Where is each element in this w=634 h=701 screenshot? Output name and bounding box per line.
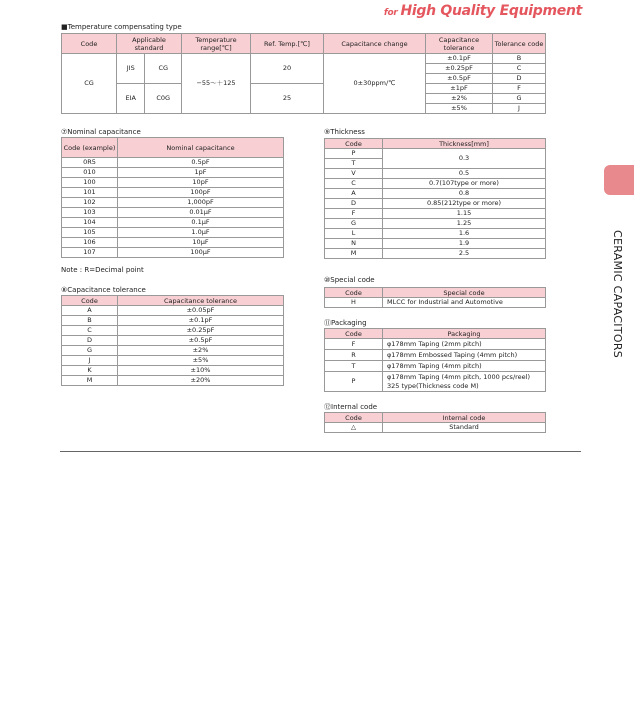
internal-code-table <box>324 412 546 433</box>
cell-value: ±0.25pF <box>118 326 284 336</box>
cell-code: D <box>62 336 118 346</box>
cell-code: 105 <box>62 228 118 238</box>
cell-tol-code: F <box>493 84 546 94</box>
cell-ref2: 25 <box>251 84 324 114</box>
col-special-code: Special code <box>383 288 546 298</box>
col-code: Code <box>325 329 383 339</box>
cell-code: 107 <box>62 248 118 258</box>
cell-tol-code: C <box>493 64 546 74</box>
packaging-p-line1: φ178mm Taping (4mm pitch, 1000 pcs/reel) <box>387 372 531 381</box>
cell-code: T <box>325 361 383 372</box>
cell-value: 0.5pF <box>118 158 284 168</box>
col-code: Code <box>62 34 117 54</box>
col-thickness: Thickness[mm] <box>383 139 546 149</box>
cell-value: 1.15 <box>383 209 546 219</box>
cell-tol-code: G <box>493 94 546 104</box>
cell-code: H <box>325 298 383 308</box>
col-tol-code: Tolerance code <box>493 34 546 54</box>
side-label-text: CERAMIC CAPACITORS <box>611 230 624 359</box>
cell-tol: ±5% <box>426 104 493 114</box>
packaging-p-line2: 325 type(Thickness code M) <box>387 381 479 390</box>
cell-value: 1.0μF <box>118 228 284 238</box>
cell-code: J <box>62 356 118 366</box>
temp-section-title: ■Temperature compensating type <box>61 23 182 31</box>
cell-value: ±0.1pF <box>118 316 284 326</box>
col-packaging: Packaging <box>383 329 546 339</box>
cell-tol: ±0.1pF <box>426 54 493 64</box>
cell-value: 1,000pF <box>118 198 284 208</box>
col-code: Code <box>62 296 118 306</box>
thickness-section-title: ⑨Thickness <box>324 128 365 136</box>
cell-code: F <box>325 209 383 219</box>
cell-code: K <box>62 366 118 376</box>
cell-value: 10μF <box>118 238 284 248</box>
col-ref-temp: Ref. Temp.[℃] <box>251 34 324 54</box>
cell-value: 1.9 <box>383 239 546 249</box>
cell-std2: EIA <box>117 84 145 114</box>
cell-value: 0.8 <box>383 189 546 199</box>
cell-code: P <box>325 372 383 392</box>
cell-value: 100pF <box>118 188 284 198</box>
cell-code: 010 <box>62 168 118 178</box>
capacitance-tolerance-table <box>61 295 284 386</box>
packaging-section-title: ⑪Packaging <box>324 319 367 327</box>
cell-code: 101 <box>62 188 118 198</box>
col-standard: Applicable standard <box>117 34 182 54</box>
cell-value: ±0.5pF <box>118 336 284 346</box>
cell-value: 100μF <box>118 248 284 258</box>
nominal-section-title: ⑦Nominal capacitance <box>61 128 141 136</box>
cell-std1-code: CG <box>145 54 182 84</box>
cell-code: 106 <box>62 238 118 248</box>
cell-code: T <box>325 159 383 169</box>
cell-value: 0.3 <box>383 149 546 169</box>
col-internal-code: Internal code <box>383 413 546 423</box>
side-category-label <box>609 230 633 359</box>
cell-tol-code: B <box>493 54 546 64</box>
cell-cap-change: 0±30ppm/℃ <box>324 54 426 114</box>
cell-code: 100 <box>62 178 118 188</box>
cell-tol: ±0.5pF <box>426 74 493 84</box>
cell-value: 1.6 <box>383 229 546 239</box>
cell-tol-code: D <box>493 74 546 84</box>
col-code: Code <box>325 413 383 423</box>
cell-value: φ178mm Embossed Taping (4mm pitch) <box>383 350 546 361</box>
brand-text: High Quality Equipment <box>400 3 582 19</box>
bottom-divider <box>60 451 581 452</box>
cell-code: B <box>62 316 118 326</box>
cell-code: N <box>325 239 383 249</box>
cell-std2-code: C0G <box>145 84 182 114</box>
cell-code: A <box>62 306 118 316</box>
cell-code: G <box>62 346 118 356</box>
cell-code: F <box>325 339 383 350</box>
cell-code: P <box>325 149 383 159</box>
cell-code: D <box>325 199 383 209</box>
cell-code: M <box>62 376 118 386</box>
cell-code: C <box>62 326 118 336</box>
cell-value: Standard <box>383 423 546 433</box>
cell-code: C <box>325 179 383 189</box>
col-temp-range: Temperature range[℃] <box>182 34 251 54</box>
packaging-table <box>324 328 546 392</box>
cell-tol-code: J <box>493 104 546 114</box>
cell-code: CG <box>62 54 117 114</box>
cell-code: A <box>325 189 383 199</box>
side-tab-marker <box>604 165 634 195</box>
decimal-point-note: Note : R=Decimal point <box>61 266 144 274</box>
cell-value: MLCC for Industrial and Automotive <box>383 298 546 308</box>
cell-value: 1pF <box>118 168 284 178</box>
special-code-table <box>324 287 546 308</box>
cell-code: R <box>325 350 383 361</box>
cell-std1: JIS <box>117 54 145 84</box>
special-section-title: ⑩Special code <box>324 276 375 284</box>
col-nominal-capacitance: Nominal capacitance <box>118 138 284 158</box>
cell-code: △ <box>325 423 383 433</box>
brand-header <box>384 3 582 19</box>
cell-ref1: 20 <box>251 54 324 84</box>
cell-value: ±0.05pF <box>118 306 284 316</box>
cell-code: 104 <box>62 218 118 228</box>
nominal-capacitance-table <box>61 137 284 258</box>
cell-code: G <box>325 219 383 229</box>
cell-value: ±2% <box>118 346 284 356</box>
cell-value: 0.01μF <box>118 208 284 218</box>
thickness-table <box>324 138 546 259</box>
cell-tol: ±2% <box>426 94 493 104</box>
cell-value: 0.85(212type or more) <box>383 199 546 209</box>
cell-value: 0.7(107type or more) <box>383 179 546 189</box>
tolerance-section-title: ⑧Capacitance tolerance <box>61 286 146 294</box>
cell-code: 103 <box>62 208 118 218</box>
cell-value: 1.25 <box>383 219 546 229</box>
cell-value <box>383 372 546 392</box>
cell-value: φ178mm Taping (4mm pitch) <box>383 361 546 372</box>
cell-value: ±10% <box>118 366 284 376</box>
cell-tol: ±1pF <box>426 84 493 94</box>
cell-value: 2.5 <box>383 249 546 259</box>
cell-tol: ±0.25pF <box>426 64 493 74</box>
brand-prefix: for <box>383 8 398 18</box>
cell-value: 0.5 <box>383 169 546 179</box>
cell-code: M <box>325 249 383 259</box>
col-code: Code <box>325 288 383 298</box>
temp-comp-table <box>61 33 546 114</box>
cell-code: L <box>325 229 383 239</box>
cell-value: φ178mm Taping (2mm pitch) <box>383 339 546 350</box>
col-code: Code <box>325 139 383 149</box>
cell-temp-range: −55〜＋125 <box>182 54 251 114</box>
col-cap-change: Capacitance change <box>324 34 426 54</box>
cell-value: 0.1μF <box>118 218 284 228</box>
cell-value: ±5% <box>118 356 284 366</box>
col-cap-tolerance: Capacitance tolerance <box>426 34 493 54</box>
cell-code: 102 <box>62 198 118 208</box>
cell-value: ±20% <box>118 376 284 386</box>
cell-code: 0R5 <box>62 158 118 168</box>
internal-section-title: ⑫Internal code <box>324 403 378 411</box>
cell-value: 10pF <box>118 178 284 188</box>
col-capacitance-tolerance: Capacitance tolerance <box>118 296 284 306</box>
cell-code: V <box>325 169 383 179</box>
col-code-example: Code (example) <box>62 138 118 158</box>
